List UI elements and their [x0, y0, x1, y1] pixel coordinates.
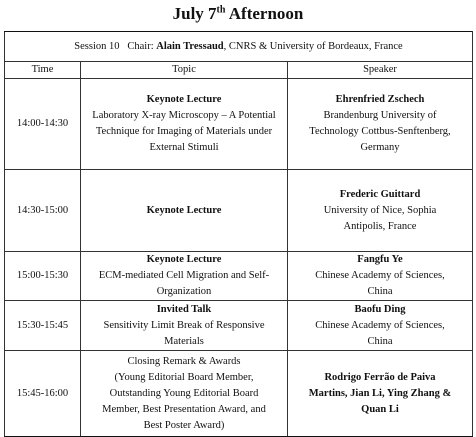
topic-line: (Young Editorial Board Member,	[114, 371, 254, 383]
session-cell	[5, 32, 473, 62]
topic-line: Materials	[164, 335, 204, 347]
topic-line: Best Poster Award)	[143, 419, 225, 431]
table-row	[5, 351, 473, 437]
column-header-topic: Topic	[81, 62, 288, 79]
chair-label: Chair:	[127, 40, 154, 52]
speaker-affiliation: Brandenburg University of	[323, 110, 437, 121]
topic-line: Sensitivity Limit Break of Responsive	[103, 319, 265, 331]
speaker-affiliation: Chinese Academy of Sciences,	[315, 319, 445, 331]
schedule-table	[4, 31, 473, 437]
speaker-affiliation: Antipolis, France	[343, 220, 417, 232]
title-suffix: Afternoon	[225, 4, 304, 23]
column-header-row	[5, 62, 473, 79]
topic-cell	[81, 301, 288, 351]
topic-type: Invited Talk	[156, 303, 212, 315]
speaker-name: Rodrigo Ferrão de Paiva	[324, 371, 436, 383]
speaker-cell	[288, 301, 473, 351]
table-row	[5, 252, 473, 301]
topic-type: Keynote Lecture	[146, 254, 222, 265]
table-row	[5, 301, 473, 351]
topic-line: Laboratory X-ray Microscopy – A Potential	[92, 110, 276, 121]
speaker-name: Quan Li	[361, 403, 399, 415]
title-superscript: th	[216, 4, 226, 16]
time-cell: 15:45-16:00	[5, 351, 81, 437]
time-cell: 14:30-15:00	[5, 170, 81, 252]
speaker-cell	[288, 170, 473, 252]
topic-type: Keynote Lecture	[146, 204, 222, 216]
chair-name: Alain Tressaud	[156, 40, 224, 52]
column-header-speaker: Speaker	[288, 62, 473, 79]
speaker-affiliation: Chinese Academy of Sciences,	[315, 270, 445, 281]
speaker-name: Frederic Guittard	[339, 188, 421, 200]
chair-affiliation: , CNRS & University of Bordeaux, France	[223, 40, 403, 52]
table-row	[5, 170, 473, 252]
topic-line: Organization	[156, 286, 212, 297]
speaker-name: Baofu Ding	[354, 303, 406, 315]
speaker-cell	[288, 252, 473, 301]
speaker-affiliation: University of Nice, Sophia	[323, 204, 437, 216]
speaker-name: Ehrenfried Zschech	[335, 94, 425, 105]
topic-cell	[81, 79, 288, 170]
topic-line: Member, Best Presentation Award, and	[102, 403, 266, 415]
topic-cell	[81, 170, 288, 252]
speaker-name: Fangfu Ye	[357, 254, 403, 265]
table-row	[5, 79, 473, 170]
speaker-cell	[288, 351, 473, 437]
speaker-affiliation: Technology Cottbus-Senftenberg,	[309, 126, 451, 137]
topic-line: Closing Remark & Awards	[127, 355, 241, 367]
topic-line: ECM-mediated Cell Migration and Self-	[98, 270, 270, 281]
speaker-affiliation: China	[367, 286, 393, 297]
topic-cell	[81, 252, 288, 301]
speaker-cell	[288, 79, 473, 170]
topic-type: Keynote Lecture	[146, 94, 222, 105]
speaker-affiliation: China	[367, 335, 393, 347]
time-cell: 14:00-14:30	[5, 79, 81, 170]
speaker-affiliation: Germany	[360, 142, 400, 153]
page-title	[0, 2, 476, 26]
time-cell: 15:00-15:30	[5, 252, 81, 301]
topic-cell	[81, 351, 288, 437]
topic-line: External Stimuli	[149, 142, 219, 153]
topic-line: Technique for Imaging of Materials under	[95, 126, 273, 137]
time-cell: 15:30-15:45	[5, 301, 81, 351]
session-row	[5, 32, 473, 62]
speaker-name: Martins, Jian Li, Ying Zhang &	[308, 387, 452, 399]
topic-line: Outstanding Young Editorial Board	[109, 387, 259, 399]
title-prefix: July 7	[172, 4, 217, 23]
session-label: Session 10	[74, 40, 120, 52]
column-header-time: Time	[5, 62, 81, 79]
